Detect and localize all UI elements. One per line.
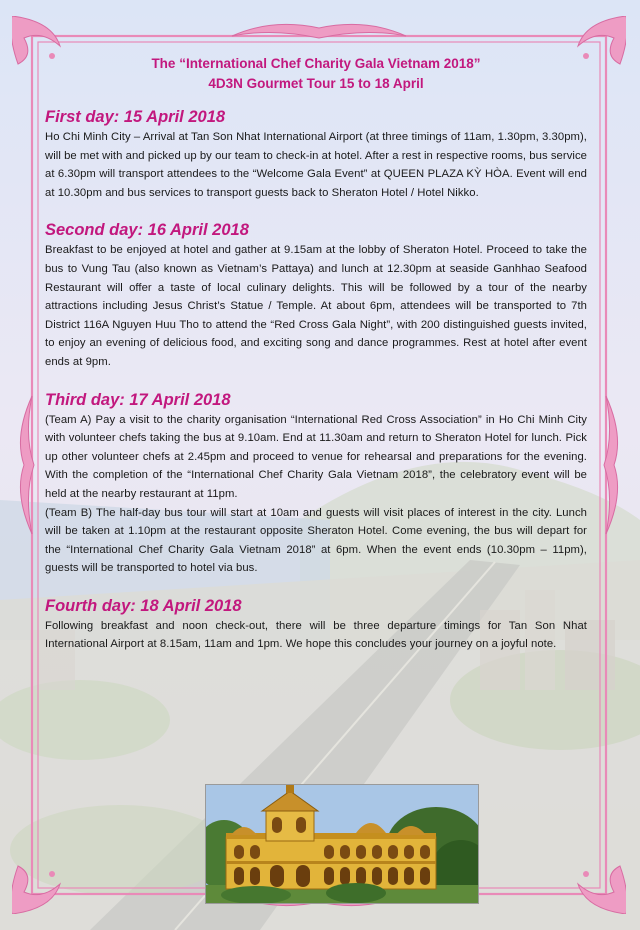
title-line-2: 4D3N Gourmet Tour 15 to 18 April	[208, 76, 424, 91]
day-paragraph: Following breakfast and noon check-out, there will be three departure timings for Tan Son Nhat International Airport at 8.15am, 11am and 1pm. We hope this concludes your journey on a joyful note.	[45, 619, 587, 651]
day-heading: Fourth day: 18 April 2018	[45, 596, 242, 615]
building-photo	[205, 784, 479, 904]
title-line-1: The “International Chef Charity Gala Vietnam 2018”	[151, 56, 481, 71]
page-title	[45, 54, 587, 94]
day-section-1	[45, 106, 587, 202]
day-heading: Third day: 17 April 2018	[45, 390, 231, 409]
day-heading: Second day: 16 April 2018	[45, 221, 249, 240]
day-section-2	[45, 219, 587, 371]
day-paragraph: Ho Chi Minh City – Arrival at Tan Son Nhat International Airport (at three timings of 11am, 1.30pm, 3.30pm), will be met with and picked up by our team to check-in at hotel. After a rest in respective rooms, bus service at 6.30pm will transport attendees to the “Welcome Gala Event” at QUEEN PLAZA KỲ HÒA. Event will end at 10.30pm and bus services to transport guests back to Sheraton Hotel / Hotel Nikko.	[45, 131, 587, 199]
day-paragraph: (Team A) Pay a visit to the charity organisation “International Red Cross Association” in Ho Chi Minh City with volunteer chefs taking the bus at 9.10am. End at 11.30am and return to Sheraton Hotel for lunch. Pick up other volunteer chefs at 2.45pm and proceed to venue for rehearsal and preparations for the evening. With the completion of the “International Chef Charity Gala Vietnam 2018”, the celebratory event will be held at the nearby restaurant at 11pm.	[45, 413, 587, 500]
day-section-4	[45, 595, 587, 654]
day-paragraph: (Team B) The half-day bus tour will start at 10am and guests will visit places of interest in the city. Lunch will be taken at 1.10pm at the restaurant opposite Sheraton Hotel. Come evening, the bus will depart for the “International Chef Charity Gala Vietnam 2018” at 6pm. When the event ends (10.30pm – 11pm), guests will be transported to hotel via bus.	[45, 506, 587, 575]
itinerary-content	[45, 54, 587, 654]
day-paragraph: Breakfast to be enjoyed at hotel and gather at 9.15am at the lobby of Sheraton Hotel. Proceed to take the bus to Vung Tau (also known as Vietnam’s Pattaya) and lunch at 12.30pm at seaside Ganhhao Seafood Restaurant will offer a taste of local culinary delights. This will be followed by a tour of the nearby attractions including Jesus Christ’s Statue / Temple. At about 6pm, attendees will be transported to 7th District 116A Nguyen Huu Tho to attend the “Red Cross Gala Night”, with 200 distinguished guests invited, to enjoy an evening of delicious food, and exciting song and dance programmes. Rest at hotel after event ends at 9pm.	[45, 244, 587, 368]
day-heading: First day: 15 April 2018	[45, 108, 226, 126]
day-section-3	[45, 389, 587, 578]
building-illustration	[206, 785, 478, 903]
